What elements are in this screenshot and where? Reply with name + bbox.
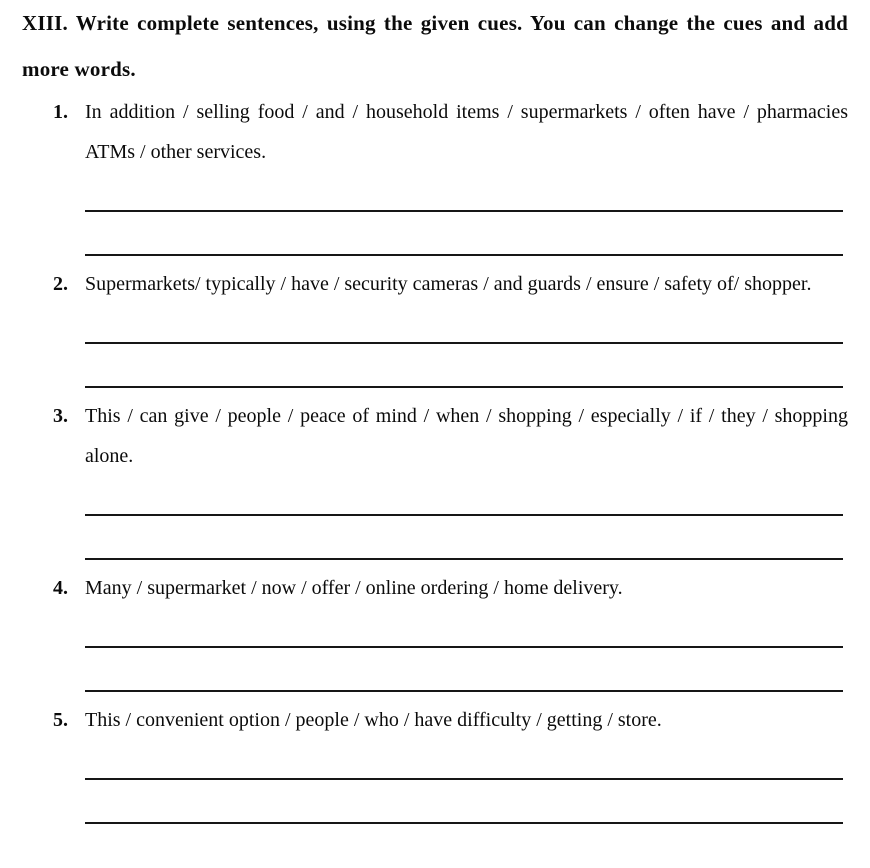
exercise-item-4 xyxy=(22,568,848,608)
item-number: 4. xyxy=(53,577,68,599)
answer-line[interactable] xyxy=(85,822,843,824)
item-cue-text: This / convenient option / people / who / have difficulty / getting / store. xyxy=(85,709,662,731)
exercise-item-2 xyxy=(22,264,848,304)
answer-line[interactable] xyxy=(85,342,843,344)
exercise-item-3 xyxy=(22,396,848,476)
answer-line[interactable] xyxy=(85,558,843,560)
exercise-item-5 xyxy=(22,700,848,740)
item-cue-text: Supermarkets/ typically / have / security cameras / and guards / ensure / safety of/ shopper. xyxy=(85,273,812,295)
answer-line[interactable] xyxy=(85,254,843,256)
answer-line[interactable] xyxy=(85,778,843,780)
item-number: 1. xyxy=(53,101,68,123)
exercise-item-1 xyxy=(22,92,848,172)
answer-line[interactable] xyxy=(85,386,843,388)
answer-line[interactable] xyxy=(85,690,843,692)
item-number: 2. xyxy=(53,273,68,295)
answer-line[interactable] xyxy=(85,210,843,212)
item-number: 5. xyxy=(53,709,68,731)
item-cue-text: This / can give / people / peace of mind / when / shopping / especially / if / they / shopping alone. xyxy=(85,405,848,467)
answer-line[interactable] xyxy=(85,514,843,516)
item-cue-text: Many / supermarket / now / offer / online ordering / home delivery. xyxy=(85,577,623,599)
answer-line[interactable] xyxy=(85,646,843,648)
exercise-heading: XIII. Write complete sentences, using the given cues. You can change the cues and add more words. xyxy=(22,11,848,81)
item-cue-text: In addition / selling food / and / household items / supermarkets / often have / pharmacies ATMs / other services. xyxy=(85,101,848,163)
item-number: 3. xyxy=(53,405,68,427)
